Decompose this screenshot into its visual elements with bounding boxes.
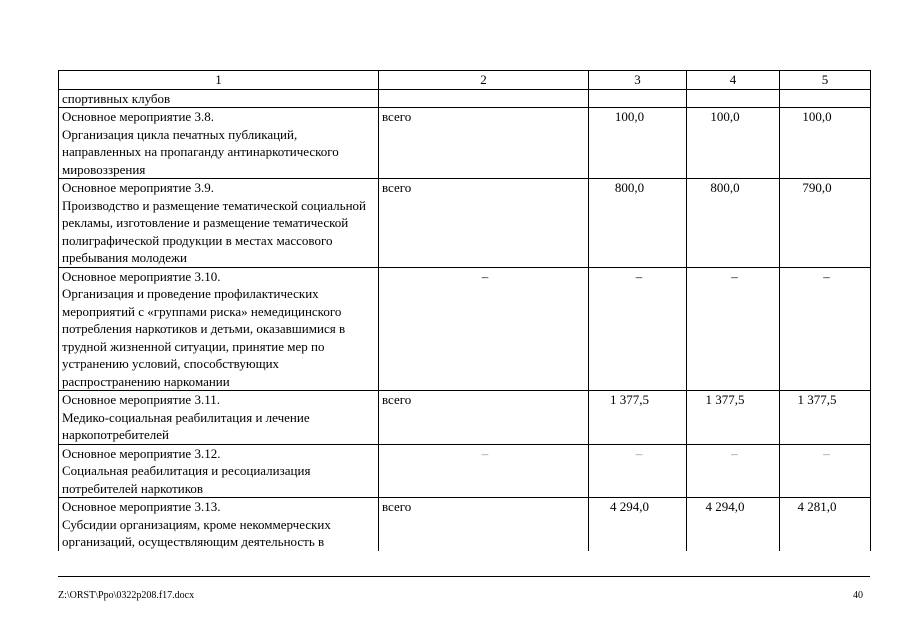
activity-title: Основное мероприятие 3.9. <box>62 180 214 195</box>
value-col-3: – <box>589 267 687 391</box>
value-col-4: – <box>687 267 780 391</box>
activity-title: Основное мероприятие 3.11. <box>62 392 220 407</box>
value-col-4: 100,0 <box>687 108 780 179</box>
activity-cell <box>59 498 379 551</box>
header-col-4: 4 <box>687 71 780 90</box>
table-row-continuation <box>59 89 871 108</box>
page-bottom-divider <box>58 576 870 577</box>
value-col-4: – <box>687 444 780 498</box>
value-col-5: – <box>780 267 871 391</box>
funding-source: всего <box>379 498 589 551</box>
activity-title: Основное мероприятие 3.8. <box>62 109 214 124</box>
activity-description: Социальная реабилитация и ресоциализация потребителей наркотиков <box>62 463 311 496</box>
activity-description: Производство и размещение тематической социальной рекламы, изготовление и размещение тематической полиграфической продукции в местах массового пребывания молодежи <box>62 197 366 265</box>
activity-cell <box>59 444 379 498</box>
header-col-3: 3 <box>589 71 687 90</box>
activity-description: Субсидии организациям, кроме некоммерческих организаций, осуществляющим деятельность в <box>62 516 331 549</box>
value-col-3: 1 377,5 <box>589 391 687 445</box>
value-col-5: 100,0 <box>780 108 871 179</box>
activity-title: Основное мероприятие 3.12. <box>62 445 221 461</box>
table-row <box>59 179 871 268</box>
activity-description: Организация цикла печатных публикаций, направленных на пропаганду антинаркотического мировоззрения <box>62 126 339 177</box>
funding-source: – <box>379 444 589 498</box>
header-col-2: 2 <box>379 71 589 90</box>
value-col-4: 4 294,0 <box>687 498 780 551</box>
funding-source: всего <box>379 108 589 179</box>
funding-source: – <box>379 267 589 391</box>
footer-file-path: Z:\ORST\Ppo\0322p208.f17.docx <box>58 590 195 601</box>
activity-description: Организация и проведение профилактических мероприятий с «группами риска» немедицинского потребления наркотиков и детьми, оказавшимися в трудной жизненной ситуации, принятие мер по устранению условий, способствующих распространению наркомании <box>62 286 346 389</box>
activity-cell <box>59 108 379 179</box>
value-col-5: 790,0 <box>780 179 871 268</box>
activity-title: Основное мероприятие 3.13. <box>62 499 221 514</box>
activity-cell <box>59 391 379 445</box>
value-col-3: – <box>589 444 687 498</box>
value-col-3: 100,0 <box>589 108 687 179</box>
activity-cell <box>59 267 379 391</box>
table-row <box>59 391 871 445</box>
header-col-1: 1 <box>59 71 379 90</box>
program-table <box>58 70 871 551</box>
table-header-row <box>59 71 871 90</box>
funding-source: всего <box>379 391 589 445</box>
value-col-3: 4 294,0 <box>589 498 687 551</box>
funding-source: всего <box>379 179 589 268</box>
value-col-4: 800,0 <box>687 179 780 268</box>
value-col-4: 1 377,5 <box>687 391 780 445</box>
activity-cell <box>59 179 379 268</box>
value-col-5: 4 281,0 <box>780 498 871 551</box>
table-row <box>59 267 871 391</box>
header-col-5: 5 <box>780 71 871 90</box>
value-col-5: – <box>780 444 871 498</box>
footer-page-number: 40 <box>853 590 863 601</box>
continuation-text: спортивных клубов <box>59 89 379 108</box>
table-row <box>59 444 871 498</box>
activity-description: Медико-социальная реабилитация и лечение наркопотребителей <box>62 409 310 442</box>
value-col-5: 1 377,5 <box>780 391 871 445</box>
table-row <box>59 108 871 179</box>
table-row <box>59 498 871 551</box>
value-col-3: 800,0 <box>589 179 687 268</box>
activity-title: Основное мероприятие 3.10. <box>62 268 221 284</box>
